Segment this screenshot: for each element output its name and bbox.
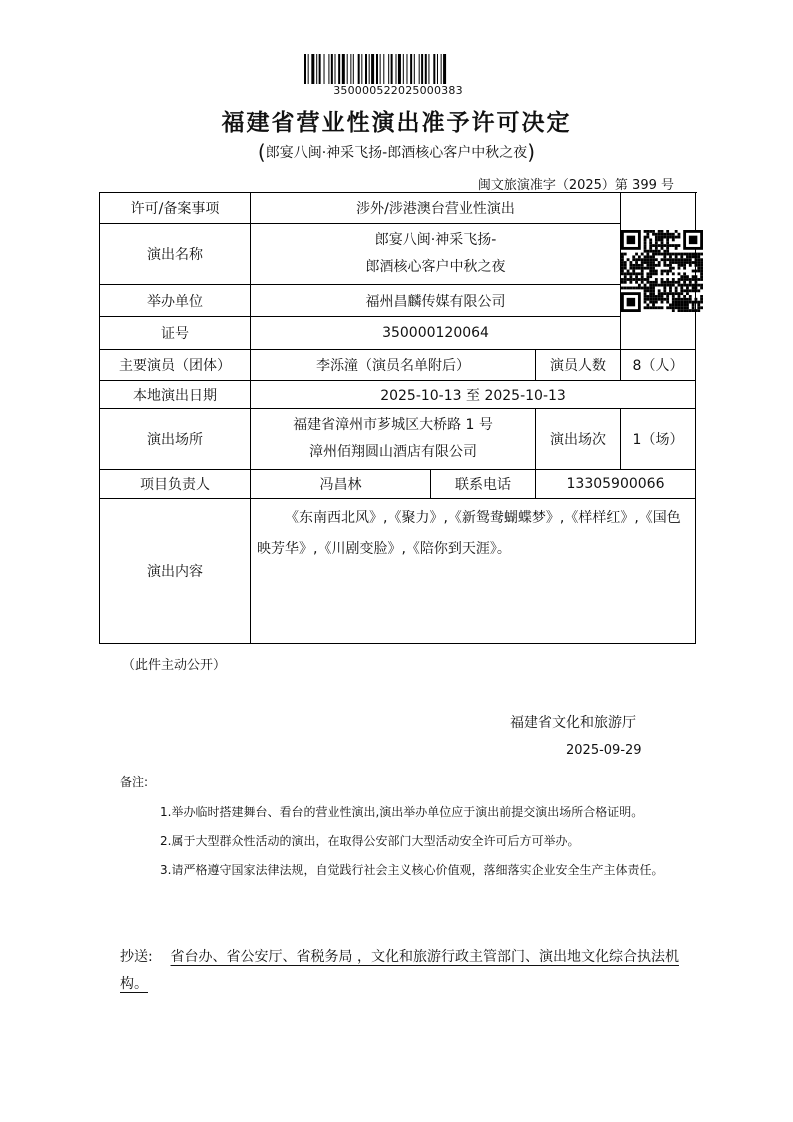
organizer-value: 福州昌麟传媒有限公司	[251, 285, 621, 317]
content-value	[251, 499, 696, 644]
document-title: 福建省营业性演出准予许可决定	[221, 110, 572, 136]
issue-date: 2025-09-29	[566, 743, 642, 758]
note-1: 1.举办临时搭建舞台、看台的营业性演出,演出举办单位应于演出前提交演出场所合格证明。	[160, 805, 644, 819]
cc-line	[120, 944, 680, 998]
show-name-value	[251, 224, 621, 285]
performers-value: 李泺潼（演员名单附后）	[251, 350, 536, 381]
venue-value	[251, 409, 536, 470]
sessions-value: 1（场）	[621, 409, 696, 470]
venue-label: 演出场所	[100, 409, 251, 470]
event-name: 郎宴八闽·神采飞扬-郎酒核心客户中秋之夜	[265, 145, 528, 161]
notes-title: 备注:	[120, 775, 149, 789]
permit-type-label: 许可/备案事项	[100, 193, 251, 224]
date-value: 2025-10-13 至 2025-10-13	[251, 381, 696, 409]
content-text: 《东南西北风》,《聚力》,《新鸳鸯蝴蝶梦》,《样样红》,《国色映芳华》,《川剧变脸》,《陪你到天涯》。	[257, 510, 681, 557]
license-label: 证号	[100, 317, 251, 350]
note-2: 2.属于大型群众性活动的演出，在取得公安部门大型活动安全许可后方可举办。	[160, 834, 580, 848]
permit-table	[99, 192, 696, 644]
document-number: 闽文旅演准字（2025）第 399 号	[477, 178, 674, 193]
note-3: 3.请严格遵守国家法律法规，自觉践行社会主义核心价值观，落细落实企业安全生产主体责任。	[160, 863, 664, 877]
issuer: 福建省文化和旅游厅	[510, 715, 636, 731]
cc-label: 抄送:	[120, 949, 153, 965]
sessions-label: 演出场次	[536, 409, 621, 470]
permit-type-value: 涉外/涉港澳台营业性演出	[251, 193, 621, 224]
document-subtitle: (郎宴八闽·神采飞扬-郎酒核心客户中秋之夜)	[257, 140, 536, 164]
phone-value: 13305900066	[536, 470, 696, 499]
performer-count-value: 8（人）	[621, 350, 696, 381]
barcode-number: 350000522025000383	[333, 84, 463, 97]
performer-count-label: 演员人数	[536, 350, 621, 381]
cc-value: 省台办、省公安厅、省税务局 ，文化和旅游行政主管部门、演出地文化综合执法机构。	[120, 949, 679, 992]
content-label: 演出内容	[100, 499, 251, 644]
public-note: （此件主动公开）	[122, 658, 227, 673]
license-value: 350000120064	[251, 317, 621, 350]
qr-cell	[621, 193, 696, 350]
show-name-line1: 郎宴八闽·神采飞扬-	[374, 232, 497, 248]
phone-label: 联系电话	[431, 470, 536, 499]
organizer-label: 举办单位	[100, 285, 251, 317]
manager-value: 冯昌林	[251, 470, 431, 499]
venue-line1: 福建省漳州市芗城区大桥路 1 号	[293, 417, 493, 433]
manager-label: 项目负责人	[100, 470, 251, 499]
barcode	[304, 54, 490, 84]
date-label: 本地演出日期	[100, 381, 251, 409]
performers-label: 主要演员（团体）	[100, 350, 251, 381]
show-name-label: 演出名称	[100, 224, 251, 285]
venue-line2: 漳州佰翔圆山酒店有限公司	[309, 444, 477, 460]
show-name-line2: 郎酒核心客户中秋之夜	[365, 259, 506, 275]
qr-code-icon	[621, 230, 703, 312]
